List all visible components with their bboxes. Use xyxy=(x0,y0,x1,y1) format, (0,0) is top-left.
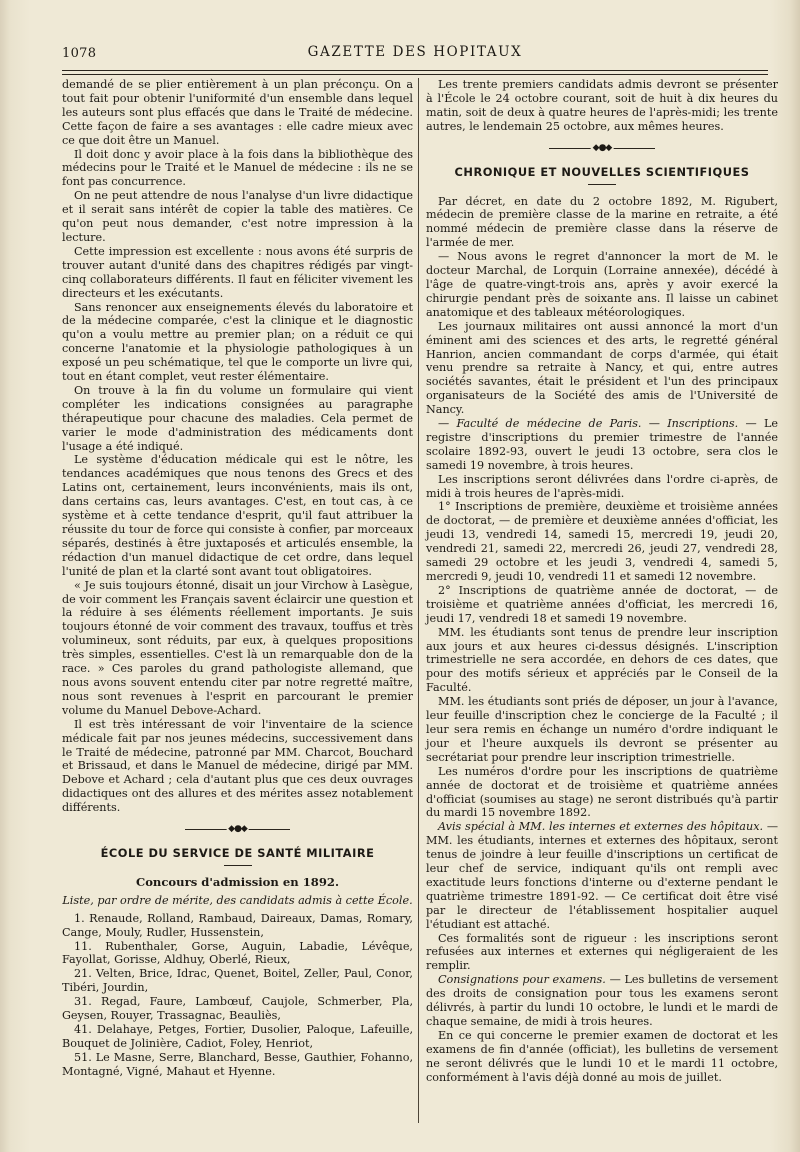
italic-lead: — Faculté de médecine de Paris. — Inscriptions. — xyxy=(438,417,757,431)
title-rule xyxy=(588,184,616,185)
column-divider xyxy=(418,78,419,1123)
paragraph: demandé de se plier entièrement à un plan préconçu. On a tout fait pour obtenir l'uniformité d'un ensemble dans lequel les auteurs sont plus effacés que dans le Traité de médecine. Cette façon de faire a ses avantages : elle cadre mieux avec ce que doit être un Manuel. xyxy=(62,78,413,147)
paragraph: Le système d'éducation médicale qui est le nôtre, les tendances académiques que nous tenons des Grecs et des Latins ont, certainement, leurs inconvénients, mais ils ont, dans certains cas, leurs avantages. C'est, en tout cas, à ce système et à cette tendance d'esprit, qu'il faut attribuer la réussite du tour de force qui consiste à confier, par morceaux séparés, destinés à être juxtaposés et articulés ensemble, la rédaction d'un manuel didactique de cet ordre, dans lequel l'unité de plan et la clarté sont avant tout obligatoires. xyxy=(62,453,413,578)
paragraph: Les inscriptions seront délivrées dans l'ordre ci-après, de midi à trois heures de l'après-midi. xyxy=(426,472,778,500)
list-item: 41. Delahaye, Petges, Fortier, Dusolier, Paloque, Lafeuille, Bouquet de Jolinière, Cadiot, Foley, Henriot, xyxy=(62,1023,413,1050)
ornament-separator: ◆●◆ xyxy=(62,821,413,837)
paragraph xyxy=(426,820,778,931)
list-item: 1. Renaude, Rolland, Rambaud, Daireaux, Damas, Romary, Cange, Mouly, Rudler, Hussenstein, xyxy=(62,911,413,939)
paragraph: « Je suis toujours étonné, disait un jour Virchow à Lasègue, de voir comment les Français savent éclaircir une question et la réduire à ses éléments réellement importants. Je suis toujours étonné de voir comment des travaux, touffus et très volumineux, sont réduits, par eux, à quelques propositions très simples, essentielles. C'est là un remarquable don de la race. » Ces paroles du grand pathologiste allemand, que nous avons souvent entendu citer par notre regretté maître, nous sont revenues à l'esprit en parcourant le premier volume du Manuel Debove-Achard. xyxy=(62,578,413,717)
list-item: 51. Le Masne, Serre, Blanchard, Besse, Gauthier, Fohanno, Montagné, Vigné, Mahaut et Hyenne. xyxy=(62,1050,413,1078)
subsection-title: Concours d'admission en 1892. xyxy=(135,874,340,889)
paragraph xyxy=(426,417,778,473)
paragraph xyxy=(426,973,778,1029)
list-item: 31. Regad, Faure, Lambœuf, Caujole, Schmerber, Pla, Geysen, Rouyer, Trassagnac, Beauliès, xyxy=(62,995,413,1023)
list-item: 21. Velten, Brice, Idrac, Quenet, Boitel, Zeller, Paul, Conor, Tibéri, Jourdin, xyxy=(62,967,413,995)
paragraph: Il est très intéressant de voir l'inventaire de la science médicale fait par nos jeunes médecins, successivement dans le Traité de médecine, patronné par MM. Charcot, Bouchard et Brissaud, et dans le Manuel de médecine, dirigé par MM. Debove et Achard ; cela d'autant plus que ces deux ouvrages didactiques ont des allures et des mérites assez notablement différents. xyxy=(62,717,413,815)
list-caption: Liste, par ordre de mérite, des candidats admis à cette École. xyxy=(62,893,413,907)
paragraph: MM. les étudiants sont tenus de prendre leur inscription aux jours et aux heures ci-dessus désignés. L'inscription trimestrielle ne sera accordée, en dehors de ces dates, que pour des motifs sérieux et appréciés par le Conseil de la Faculté. xyxy=(426,625,778,695)
section-title: ÉCOLE DU SERVICE DE SANTÉ MILITAIRE xyxy=(100,846,375,861)
paragraph-text: Le registre d'inscriptions du premier trimestre de l'année scolaire 1892-93, ouvert le jeudi 13 octobre, sera clos le samedi 19 novembre, à trois heures. xyxy=(426,417,778,472)
paragraph: 1° Inscriptions de première, deuxième et troisième années de doctorat, — de première et deuxième années d'officiat, les jeudi 13, vendredi 14, samedi 15, mercredi 19, jeudi 20, vendredi 21, samedi 22, mercredi 26, jeudi 27, vendredi 28, samedi 29 octobre et les jeudi 3, vendredi 4, samedi 5, mercredi 9, jeudi 10, vendredi 11 et samedi 12 novembre. xyxy=(426,500,778,583)
paragraph: Sans renoncer aux enseignements élevés du laboratoire et de la médecine comparée, c'est la clinique et le diagnostic qu'on a voulu mettre au premier plan; on a réduit ce qui concerne l'anatomie et la physiologie pathologiques à un exposé un peu schématique, tel que le comporte un livre qui, tout en étant complet, veut rester élémentaire. xyxy=(62,300,413,384)
paragraph: — Nous avons le regret d'annoncer la mort de M. le docteur Marchal, de Lorquin (Lorraine annexée), décédé à l'âge de quatre-vingt-trois ans, après y avoir exercé la chirurgie pendant près de soixante ans. Il laisse un cabinet anatomique et des tableaux météorologiques. xyxy=(426,250,778,319)
paragraph: Les numéros d'ordre pour les inscriptions de quatrième année de doctorat et de troisième et quatrième années d'officiat (soumises au stage) ne seront distribués qu'à partir du mardi 15 novembre 1892. xyxy=(426,764,778,820)
paragraph: MM. les étudiants sont priés de déposer, un jour à l'avance, leur feuille d'inscription chez le concierge de la Faculté ; il leur sera remis en échange un numéro d'ordre indiquant le jour et l'heure auxquels ils devront se présenter au secrétariat pour prendre leur inscription trimestrielle. xyxy=(426,695,778,764)
paragraph: En ce qui concerne le premier examen de doctorat et les examens de fin d'année (officiat), les bulletins de versement ne seront délivrés que le lundi 10 et le mardi 11 octobre, conformément à l'avis déjà donné au mois de juillet. xyxy=(426,1028,778,1084)
italic-lead: Avis spécial à MM. les internes et externes des hôpitaux. xyxy=(438,820,764,834)
paragraph: On ne peut attendre de nous l'analyse d'un livre didactique et il serait sans intérêt de copier la table des matières. Ce qu'on peut nous demander, c'est notre impression à la lecture. xyxy=(62,189,413,244)
header-rule-thin xyxy=(62,74,768,75)
ornament-separator: ◆●◆ xyxy=(426,140,778,156)
left-column xyxy=(62,78,413,1079)
paragraph: On trouve à la fin du volume un formulaire qui vient compléter les indications consignées au paragraphe thérapeutique pour chacune des maladies. Cela permet de varier le mode d'administration des médicaments dont l'usage a été indiqué. xyxy=(62,383,413,453)
page-number: 1078 xyxy=(62,46,97,61)
paragraph: Par décret, en date du 2 octobre 1892, M. Rigubert, médecin de première classe de la marine en retraite, a été nommé médecin de première classe dans la réserve de l'armée de mer. xyxy=(426,194,778,250)
list-item: 11. Rubenthaler, Gorse, Auguin, Labadie, Lévêque, Fayollat, Gorisse, Aldhuy, Oberlé, Rieux, xyxy=(62,939,413,967)
page-header xyxy=(62,40,768,62)
paragraph: Cette impression est excellente : nous avons été surpris de trouver autant d'unité dans des chapitres rédigés par vingt-cinq collaborateurs différents. Il faut en féliciter vivement les directeurs et les exécutants. xyxy=(62,244,413,300)
journal-title: GAZETTE DES HOPITAUX xyxy=(307,44,523,60)
paragraph: 2° Inscriptions de quatrième année de doctorat, — de troisième et quatrième années d'officiat, les mercredi 16, jeudi 17, vendredi 18 et samedi 19 novembre. xyxy=(426,583,778,625)
paragraph-text: — MM. les étudiants, internes et externes des hôpitaux, seront tenus de joindre à leur feuille d'inscriptions un certificat de leur chef de service, indiquant qu'ils ont rempli avec exactitude leurs fonctions d'interne ou d'externe pendant le quatrième trimestre 1891-92. — Ce certificat doit être visé par le directeur de l'établissement hospitalier auquel l'étudiant est attaché. xyxy=(426,820,779,931)
right-column xyxy=(426,78,778,1085)
paragraph: Les trente premiers candidats admis devront se présenter à l'École le 24 octobre courant, soit de huit à dix heures du matin, soit de deux à quatre heures de l'après-midi; les trente autres, le lendemain 25 octobre, aux mêmes heures. xyxy=(426,78,778,133)
paragraph-text: — Les bulletins de versement des droits de consignation pour tous les examens seront délivrés, à partir du lundi 10 octobre, le lundi et le mardi de chaque semaine, de midi à trois heures. xyxy=(426,973,778,1028)
paragraph: Il doit donc y avoir place à la fois dans la bibliothèque des médecins pour le Traité et le Manuel de médecine : ils ne se font pas concurrence. xyxy=(62,147,413,189)
header-rule-thick xyxy=(62,70,768,71)
paragraph: Les journaux militaires ont aussi annoncé la mort d'un éminent ami des sciences et des arts, le regretté général Hanrion, ancien commandant de corps d'armée, qui était venu prendre sa retraite à Nancy, et qui, entre autres sociétés savantes, était le président et l'un des principaux organisateurs de la Société des amis de l'Université de Nancy. xyxy=(426,319,778,417)
italic-lead: Consignations pour examens. xyxy=(438,973,606,987)
paragraph: Ces formalités sont de rigueur : les inscriptions seront refusées aux internes et externes qui négligeraient de les remplir. xyxy=(426,931,778,973)
title-rule xyxy=(224,865,252,866)
section-title: CHRONIQUE ET NOUVELLES SCIENTIFIQUES xyxy=(454,164,750,179)
